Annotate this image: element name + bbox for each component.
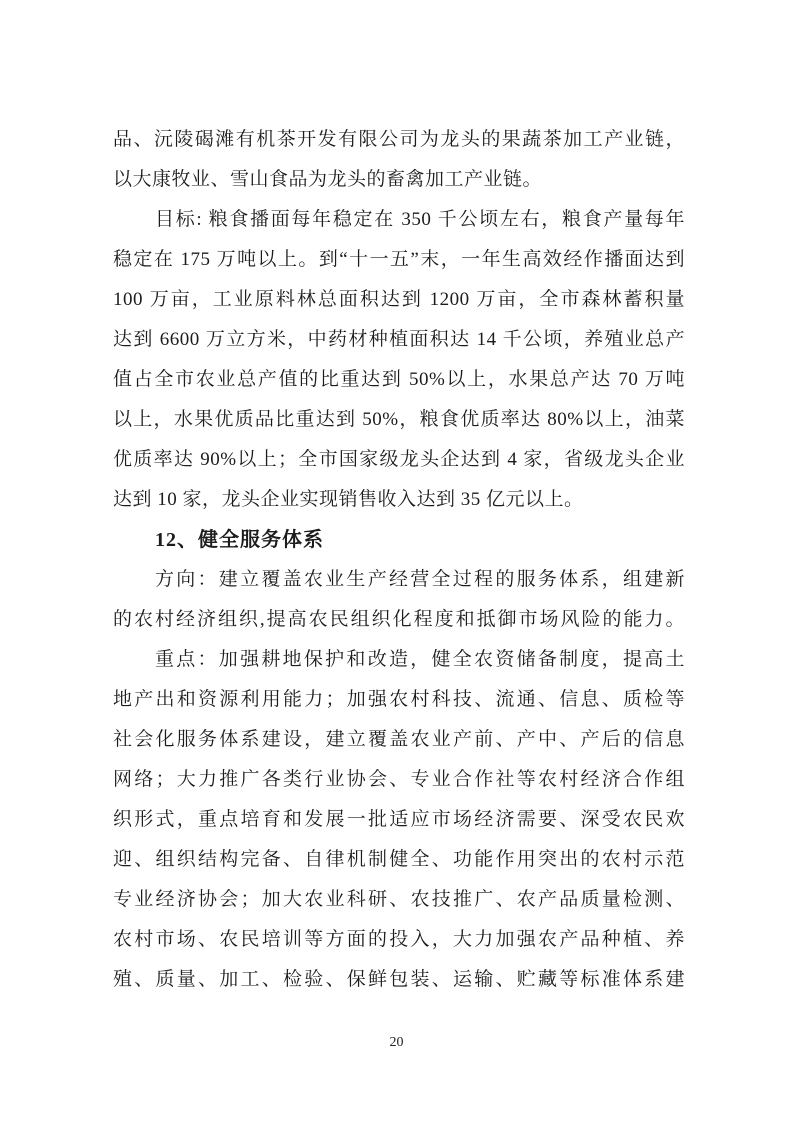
text-line: 以上，水果优质品比重达到 50%，粮食优质率达 80%以上，油菜 [113,409,685,430]
text-line: 达到 6600 万立方米，中药材种植面积达 14 千公顷，养殖业总产 [113,329,685,350]
paragraph [113,120,685,200]
text-line: 织形式，重点培育和发展一批适应市场经济需要、深受农民欢 [113,809,685,830]
text-line: 优质率达 90%以上；全市国家级龙头企达到 4 家，省级龙头企业 [113,449,685,470]
section-heading: 12、健全服务体系 [155,529,324,551]
text-line: 值占全市农业总产值的比重达到 50%以上，水果总产达 70 万吨 [113,369,685,390]
text-line: 迎、组织结构完备、自律机制健全、功能作用突出的农村示范 [113,849,685,870]
text-line: 目标: 粮食播面每年稳定在 350 千公顷左右，粮食产量每年 [155,209,685,230]
text-line: 稳定在 175 万吨以上。到“十一五”末，一年生高效经作播面达到 [113,249,685,270]
text-line: 农村市场、农民培训等方面的投入，大力加强农产品种植、养 [113,929,685,950]
paragraph [113,200,685,520]
text-line: 以大康牧业、雪山食品为龙头的畜禽加工产业链。 [113,169,543,190]
text-line: 100 万亩，工业原料林总面积达到 1200 万亩，全市森林蓄积量 [113,289,685,310]
paragraph [113,560,685,640]
text-line: 社会化服务体系建设，建立覆盖农业产前、产中、产后的信息 [113,729,685,750]
text-line: 地产出和资源利用能力；加强农村科技、流通、信息、质检等 [113,689,685,710]
page-text-block [113,120,685,1000]
text-line: 重点：加强耕地保护和改造，健全农资储备制度，提高土 [155,649,685,670]
text-line: 专业经济协会；加大农业科研、农技推广、农产品质量检测、 [113,889,685,910]
paragraph [113,640,685,1000]
page-number: 20 [389,1035,404,1050]
text-line: 殖、质量、加工、检验、保鲜包装、运输、贮藏等标准体系建 [113,969,685,990]
text-line: 网络；大力推广各类行业协会、专业合作社等农村经济合作组 [113,769,685,790]
text-line: 的农村经济组织,提高农民组织化程度和抵御市场风险的能力。 [113,609,685,630]
text-line: 达到 10 家，龙头企业实现销售收入达到 35 亿元以上。 [113,489,584,510]
text-line: 品、沅陵碣滩有机茶开发有限公司为龙头的果蔬茶加工产业链， [113,129,685,150]
text-line: 方向：建立覆盖农业生产经营全过程的服务体系，组建新 [155,569,685,590]
